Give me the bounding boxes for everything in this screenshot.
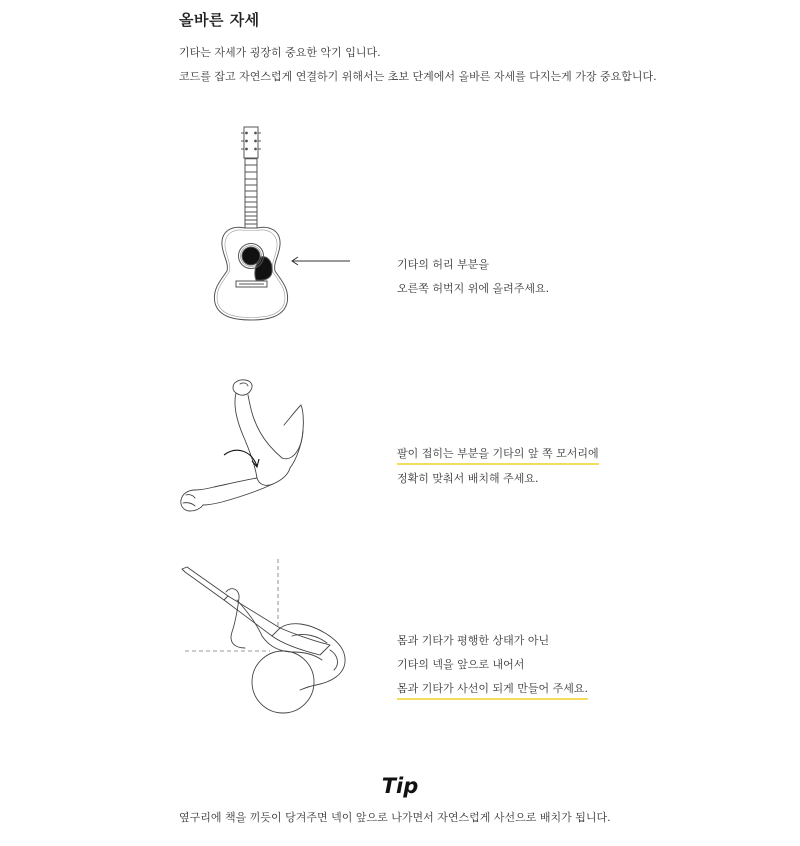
intro-text-2: 코드를 잡고 자연스럽게 연결하기 위해서는 초보 단계에서 올바른 자세를 다지는게 가장 중요합니다. [179, 70, 657, 83]
page-title: 올바른 자세 [179, 11, 260, 29]
caption-2-line-2: 정확히 맞춰서 배치해 주세요. [397, 472, 539, 485]
tip-text: 옆구리에 책을 끼듯이 당겨주면 넥이 앞으로 나가면서 자연스럽게 사선으로 배치가 됩니다. [179, 811, 611, 824]
caption-3-line-2: 기타의 넥을 앞으로 내어서 [397, 658, 525, 671]
highlighted-text: 팔이 접히는 부분을 기타의 앞 쪽 모서리에 [397, 447, 599, 465]
tip-heading: Tip [381, 774, 419, 798]
caption-3-line-1: 몸과 기타가 평행한 상태가 아닌 [397, 634, 550, 647]
caption-1-line-2: 오른쪽 허벅지 위에 올려주세요. [397, 282, 550, 295]
caption-1-line-1: 기타의 허리 부분을 [397, 258, 490, 271]
caption-3-line-3 [397, 680, 588, 696]
intro-text-1: 기타는 자세가 굉장히 중요한 악기 입니다. [179, 46, 381, 59]
highlighted-text: 몸과 기타가 사선이 되게 만들어 주세요. [397, 682, 588, 700]
